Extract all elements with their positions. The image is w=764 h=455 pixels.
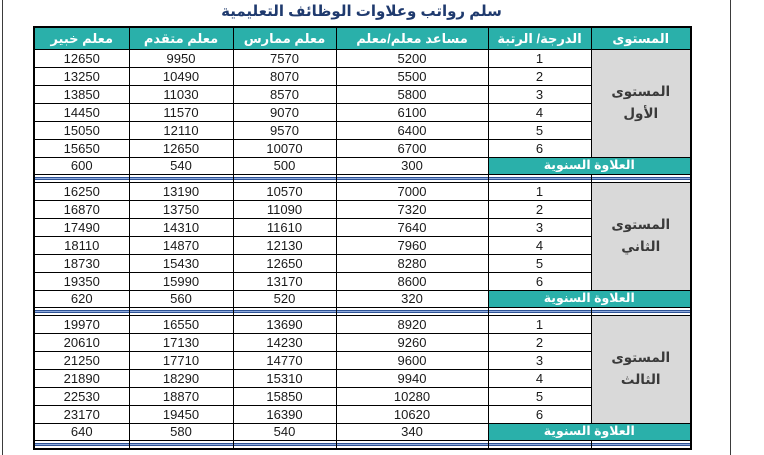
level-cell: المستوى الثاني — [591, 182, 691, 290]
salary-cell: 19970 — [34, 315, 129, 333]
allowance-value-cell: 500 — [233, 157, 336, 174]
salary-cell: 12130 — [233, 236, 336, 254]
allowance-value-cell: 640 — [34, 423, 129, 440]
salary-cell: 10620 — [336, 405, 488, 423]
col-header-assistant-teacher: مساعد معلم/معلم — [336, 27, 488, 49]
level-cell: المستوى الأول — [591, 49, 691, 157]
salary-cell: 8570 — [233, 85, 336, 103]
salary-cell: 5500 — [336, 67, 488, 85]
allowance-row — [34, 290, 691, 307]
grade-cell: 4 — [488, 369, 591, 387]
grade-cell: 6 — [488, 405, 591, 423]
separator-cell — [129, 307, 233, 315]
salary-cell: 15650 — [34, 139, 129, 157]
separator-band — [489, 177, 591, 180]
salary-cell: 18870 — [129, 387, 233, 405]
grade-cell: 2 — [488, 67, 591, 85]
salary-cell: 16250 — [34, 182, 129, 200]
salary-cell: 6400 — [336, 121, 488, 139]
separator-cell — [336, 174, 488, 182]
salary-cell: 10280 — [336, 387, 488, 405]
grade-cell: 2 — [488, 200, 591, 218]
separator-cell — [129, 174, 233, 182]
separator-cell — [591, 174, 691, 182]
salary-cell: 12650 — [129, 139, 233, 157]
salary-cell: 15050 — [34, 121, 129, 139]
allowance-value-cell: 580 — [129, 423, 233, 440]
grade-cell: 4 — [488, 236, 591, 254]
salary-table — [33, 26, 692, 450]
salary-cell: 7570 — [233, 49, 336, 67]
header-row — [34, 27, 691, 49]
grade-cell: 1 — [488, 49, 591, 67]
separator-cell — [233, 307, 336, 315]
salary-cell: 11570 — [129, 103, 233, 121]
salary-cell: 12110 — [129, 121, 233, 139]
salary-cell: 8920 — [336, 315, 488, 333]
salary-cell: 17490 — [34, 218, 129, 236]
grade-cell: 5 — [488, 254, 591, 272]
salary-cell: 9070 — [233, 103, 336, 121]
salary-cell: 8280 — [336, 254, 488, 272]
level-cell: المستوى الثالث — [591, 315, 691, 423]
allowance-value-cell: 540 — [233, 423, 336, 440]
salary-cell: 5200 — [336, 49, 488, 67]
salary-cell: 15990 — [129, 272, 233, 290]
separator-band — [592, 177, 691, 180]
salary-cell: 6700 — [336, 139, 488, 157]
separator-cell — [591, 440, 691, 449]
separator-band — [234, 177, 336, 180]
separator-cell — [488, 440, 591, 449]
separator-band — [592, 310, 691, 313]
salary-cell: 7640 — [336, 218, 488, 236]
separator-band — [35, 443, 129, 446]
salary-cell: 14450 — [34, 103, 129, 121]
separator-band — [35, 177, 129, 180]
salary-cell: 13190 — [129, 182, 233, 200]
salary-cell: 17130 — [129, 333, 233, 351]
separator-band — [130, 443, 233, 446]
salary-cell: 11610 — [233, 218, 336, 236]
salary-cell: 7960 — [336, 236, 488, 254]
separator-cell — [488, 307, 591, 315]
section-separator — [34, 440, 691, 449]
grade-cell: 6 — [488, 139, 591, 157]
salary-cell: 15310 — [233, 369, 336, 387]
salary-cell: 18110 — [34, 236, 129, 254]
salary-cell: 13170 — [233, 272, 336, 290]
salary-cell: 9600 — [336, 351, 488, 369]
grade-cell: 3 — [488, 85, 591, 103]
allowance-label: العلاوة السنوية — [488, 157, 691, 174]
salary-cell: 12650 — [34, 49, 129, 67]
allowance-value-cell: 320 — [336, 290, 488, 307]
separator-band — [130, 310, 233, 313]
allowance-value-cell: 340 — [336, 423, 488, 440]
separator-band — [489, 443, 591, 446]
grade-cell: 6 — [488, 272, 591, 290]
salary-cell: 14770 — [233, 351, 336, 369]
separator-cell — [34, 440, 129, 449]
salary-cell: 17710 — [129, 351, 233, 369]
grade-cell: 5 — [488, 121, 591, 139]
allowance-value-cell: 540 — [129, 157, 233, 174]
salary-cell: 11090 — [233, 200, 336, 218]
page-right-border — [730, 0, 731, 455]
separator-band — [130, 177, 233, 180]
page-title: سلم رواتب وعلاوات الوظائف التعليمية — [221, 3, 502, 20]
salary-cell: 7000 — [336, 182, 488, 200]
separator-cell — [129, 440, 233, 449]
table-body — [34, 49, 691, 449]
separator-cell — [34, 174, 129, 182]
salary-cell: 10570 — [233, 182, 336, 200]
salary-cell: 13750 — [129, 200, 233, 218]
separator-cell — [591, 307, 691, 315]
allowance-label: العلاوة السنوية — [488, 290, 691, 307]
separator-cell — [233, 174, 336, 182]
salary-cell: 15430 — [129, 254, 233, 272]
allowance-value-cell: 560 — [129, 290, 233, 307]
col-header-practitioner-teacher: معلم ممارس — [233, 27, 336, 49]
col-header-advanced-teacher: معلم متقدم — [129, 27, 233, 49]
data-row — [34, 315, 691, 333]
grade-cell: 1 — [488, 182, 591, 200]
salary-cell: 15850 — [233, 387, 336, 405]
salary-cell: 21890 — [34, 369, 129, 387]
separator-cell — [233, 440, 336, 449]
salary-cell: 13690 — [233, 315, 336, 333]
salary-cell: 13850 — [34, 85, 129, 103]
salary-cell: 9950 — [129, 49, 233, 67]
separator-band — [592, 443, 691, 446]
salary-cell: 14230 — [233, 333, 336, 351]
allowance-value-cell: 620 — [34, 290, 129, 307]
salary-cell: 18290 — [129, 369, 233, 387]
salary-cell: 19350 — [34, 272, 129, 290]
salary-cell: 5800 — [336, 85, 488, 103]
allowance-value-cell: 600 — [34, 157, 129, 174]
separator-band — [234, 443, 336, 446]
allowance-label: العلاوة السنوية — [488, 423, 691, 440]
salary-cell: 14310 — [129, 218, 233, 236]
salary-cell: 23170 — [34, 405, 129, 423]
grade-cell: 2 — [488, 333, 591, 351]
section-separator — [34, 307, 691, 315]
allowance-value-cell: 520 — [233, 290, 336, 307]
grade-cell: 5 — [488, 387, 591, 405]
data-row — [34, 49, 691, 67]
salary-cell: 16390 — [233, 405, 336, 423]
grade-cell: 4 — [488, 103, 591, 121]
separator-band — [35, 310, 129, 313]
separator-cell — [336, 307, 488, 315]
separator-band — [337, 443, 488, 446]
section-separator — [34, 174, 691, 182]
separator-cell — [488, 174, 591, 182]
salary-cell: 11030 — [129, 85, 233, 103]
allowance-value-cell: 300 — [336, 157, 488, 174]
salary-cell: 14870 — [129, 236, 233, 254]
data-row — [34, 182, 691, 200]
salary-cell: 12650 — [233, 254, 336, 272]
col-header-grade: الدرجة/ الرتبة — [488, 27, 591, 49]
col-header-expert-teacher: معلم خبير — [34, 27, 129, 49]
page-left-border — [2, 0, 3, 455]
salary-cell: 8070 — [233, 67, 336, 85]
salary-cell: 16870 — [34, 200, 129, 218]
salary-cell: 13250 — [34, 67, 129, 85]
grade-cell: 3 — [488, 218, 591, 236]
salary-cell: 9570 — [233, 121, 336, 139]
page — [33, 0, 690, 450]
salary-cell: 9260 — [336, 333, 488, 351]
salary-cell: 16550 — [129, 315, 233, 333]
salary-cell: 10490 — [129, 67, 233, 85]
salary-cell: 6100 — [336, 103, 488, 121]
salary-cell: 22530 — [34, 387, 129, 405]
salary-cell: 8600 — [336, 272, 488, 290]
allowance-row — [34, 157, 691, 174]
grade-cell: 3 — [488, 351, 591, 369]
separator-band — [489, 310, 591, 313]
separator-band — [337, 310, 488, 313]
grade-cell: 1 — [488, 315, 591, 333]
separator-band — [337, 177, 488, 180]
salary-cell: 9940 — [336, 369, 488, 387]
salary-cell: 18730 — [34, 254, 129, 272]
separator-cell — [34, 307, 129, 315]
separator-band — [234, 310, 336, 313]
allowance-row — [34, 423, 691, 440]
col-header-level: المستوى — [591, 27, 691, 49]
salary-cell: 21250 — [34, 351, 129, 369]
separator-cell — [336, 440, 488, 449]
salary-cell: 10070 — [233, 139, 336, 157]
salary-cell: 20610 — [34, 333, 129, 351]
salary-cell: 7320 — [336, 200, 488, 218]
salary-cell: 19450 — [129, 405, 233, 423]
